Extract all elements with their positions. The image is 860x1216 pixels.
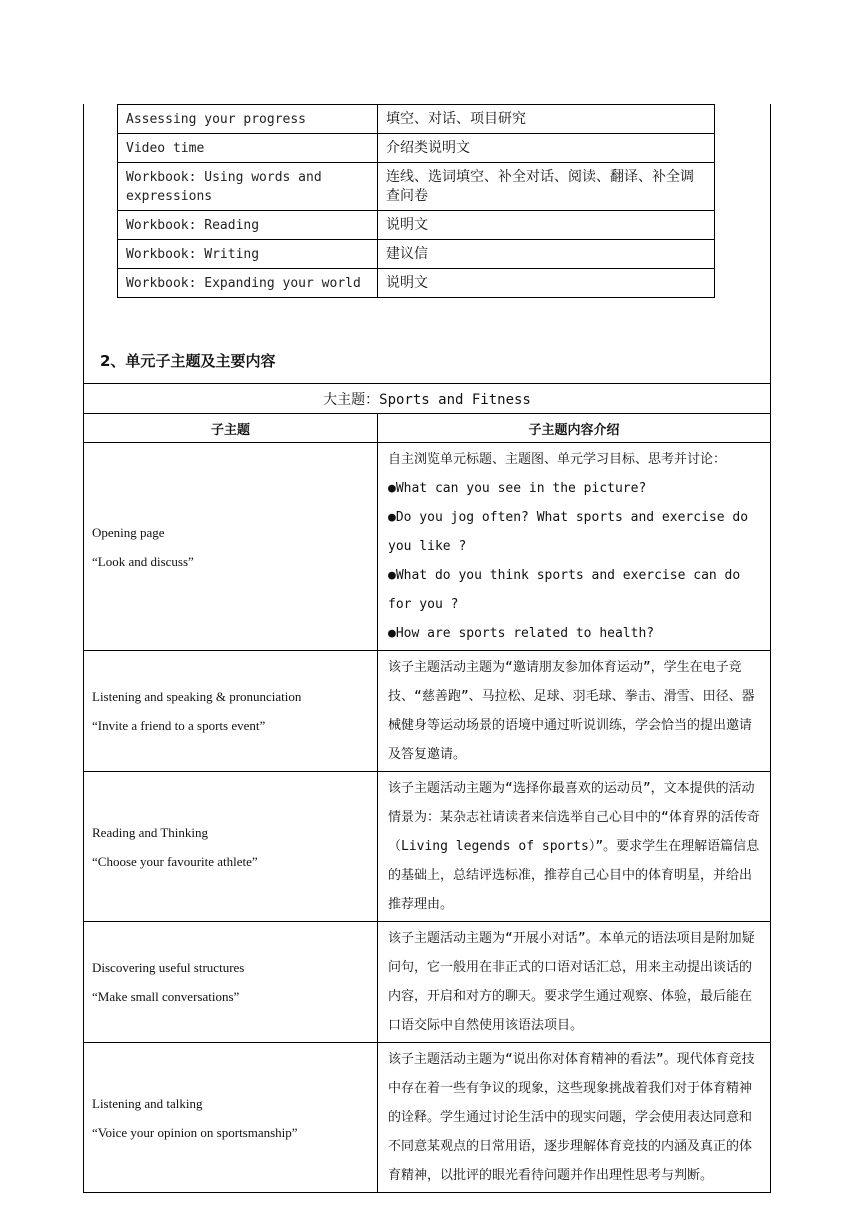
subtopic-title: Listening and speaking & pronunciation (92, 689, 302, 704)
activity-type-table (117, 104, 715, 298)
table-cell: Workbook: Using words and expressions (118, 163, 378, 211)
subtopic-title: Reading and Thinking (92, 824, 209, 840)
table-cell: Workbook: Reading (118, 211, 378, 240)
table-row (84, 772, 771, 922)
table-cell: 建议信 (378, 240, 715, 269)
table-cell: 介绍类说明文 (378, 134, 715, 163)
question-item: ● How are sports related to health? (388, 619, 760, 648)
table-row (118, 240, 715, 269)
content-cell: 该子主题活动主题为“说出你对体育精神的看法”。现代体育竞技中存在着一些有争议的现象，这些现象挑战着我们对于体育精神的诠释。学生通过讨论生活中的现实问题，学会使用表达同意和不同意某观点的日常用语，逐步理解体育竞技的内涵及真正的体育精神，以批评的眼光看待问题并作出理性思考与判断。 (378, 1043, 771, 1193)
theme-title: 大主题：Sports and Fitness (84, 384, 771, 414)
content-cell (378, 443, 771, 651)
table-cell: Video time (118, 134, 378, 163)
subtopic-cell (84, 443, 378, 651)
table-cell: 说明文 (378, 211, 715, 240)
table-row (118, 211, 715, 240)
table-row (118, 134, 715, 163)
subtopic-title: Listening and talking (92, 1095, 203, 1111)
table-row (84, 1043, 771, 1193)
theme-row (84, 384, 771, 414)
table-cell: 连线、选词填空、补全对话、阅读、翻译、补全调查问卷 (378, 163, 715, 211)
table-row (84, 651, 771, 772)
table-cell: 填空、对话、项目研究 (378, 105, 715, 134)
table-cell: 说明文 (378, 269, 715, 298)
col-header-subtopic: 子主题 (84, 414, 378, 443)
subtopic-cell (84, 1043, 378, 1193)
subtopic-cell (84, 922, 378, 1043)
table-cell: Workbook: Writing (118, 240, 378, 269)
table-row (84, 443, 771, 651)
content-cell: 该子主题活动主题为“选择你最喜欢的运动员”，文本提供的活动情景为：某杂志社请读者来信选举自己心目中的“体育界的活传奇（Living legends of sports）”。要求学生在理解语篇信息的基础上，总结评选标准，推荐自己心目中的体育明星，并给出推荐理由。 (378, 772, 771, 922)
subtopic-title: Opening page (92, 524, 165, 540)
table-row (118, 163, 715, 211)
col-header-content: 子主题内容介绍 (378, 414, 771, 443)
question-item: ● Do you jog often? What sports and exercise do you like ? (388, 503, 760, 561)
question-item: ● What can you see in the picture? (388, 474, 760, 503)
subtopic-cell (84, 651, 378, 772)
section-heading: 2、单元子主题及主要内容 (100, 352, 276, 370)
content-cell: 该子主题活动主题为“开展小对话”。本单元的语法项目是附加疑问句，它一般用在非正式的口语对话汇总，用来主动提出谈话的内容，开启和对方的聊天。要求学生通过观察、体验，最后能在口语交际中自然使用该语法项目。 (378, 922, 771, 1043)
subtopic-subtitle: “Make small conversations” (92, 989, 240, 1004)
content-cell: 该子主题活动主题为“邀请朋友参加体育运动”，学生在电子竞技、“慈善跑”、马拉松、足球、羽毛球、拳击、滑雪、田径、器械健身等运动场景的语境中通过听说训练，学会恰当的提出邀请及答复邀请。 (378, 651, 771, 772)
subtopic-cell (84, 772, 378, 922)
table-row (118, 269, 715, 298)
header-row (84, 414, 771, 443)
question-item: ● What do you think sports and exercise can do for you ? (388, 561, 760, 619)
subtopic-table (83, 383, 771, 1193)
subtopic-subtitle: “Look and discuss” (92, 553, 194, 569)
subtopic-subtitle: “Voice your opinion on sportsmanship” (92, 1124, 298, 1140)
subtopic-title: Discovering useful structures (92, 960, 245, 975)
content-intro: 自主浏览单元标题、主题图、单元学习目标、思考并讨论： (388, 452, 727, 467)
subtopic-subtitle: “Invite a friend to a sports event” (92, 718, 266, 733)
table-cell: Assessing your progress (118, 105, 378, 134)
subtopic-subtitle: “Choose your favourite athlete” (92, 853, 258, 869)
table-row (84, 922, 771, 1043)
table-row (118, 105, 715, 134)
table-cell: Workbook: Expanding your world (118, 269, 378, 298)
